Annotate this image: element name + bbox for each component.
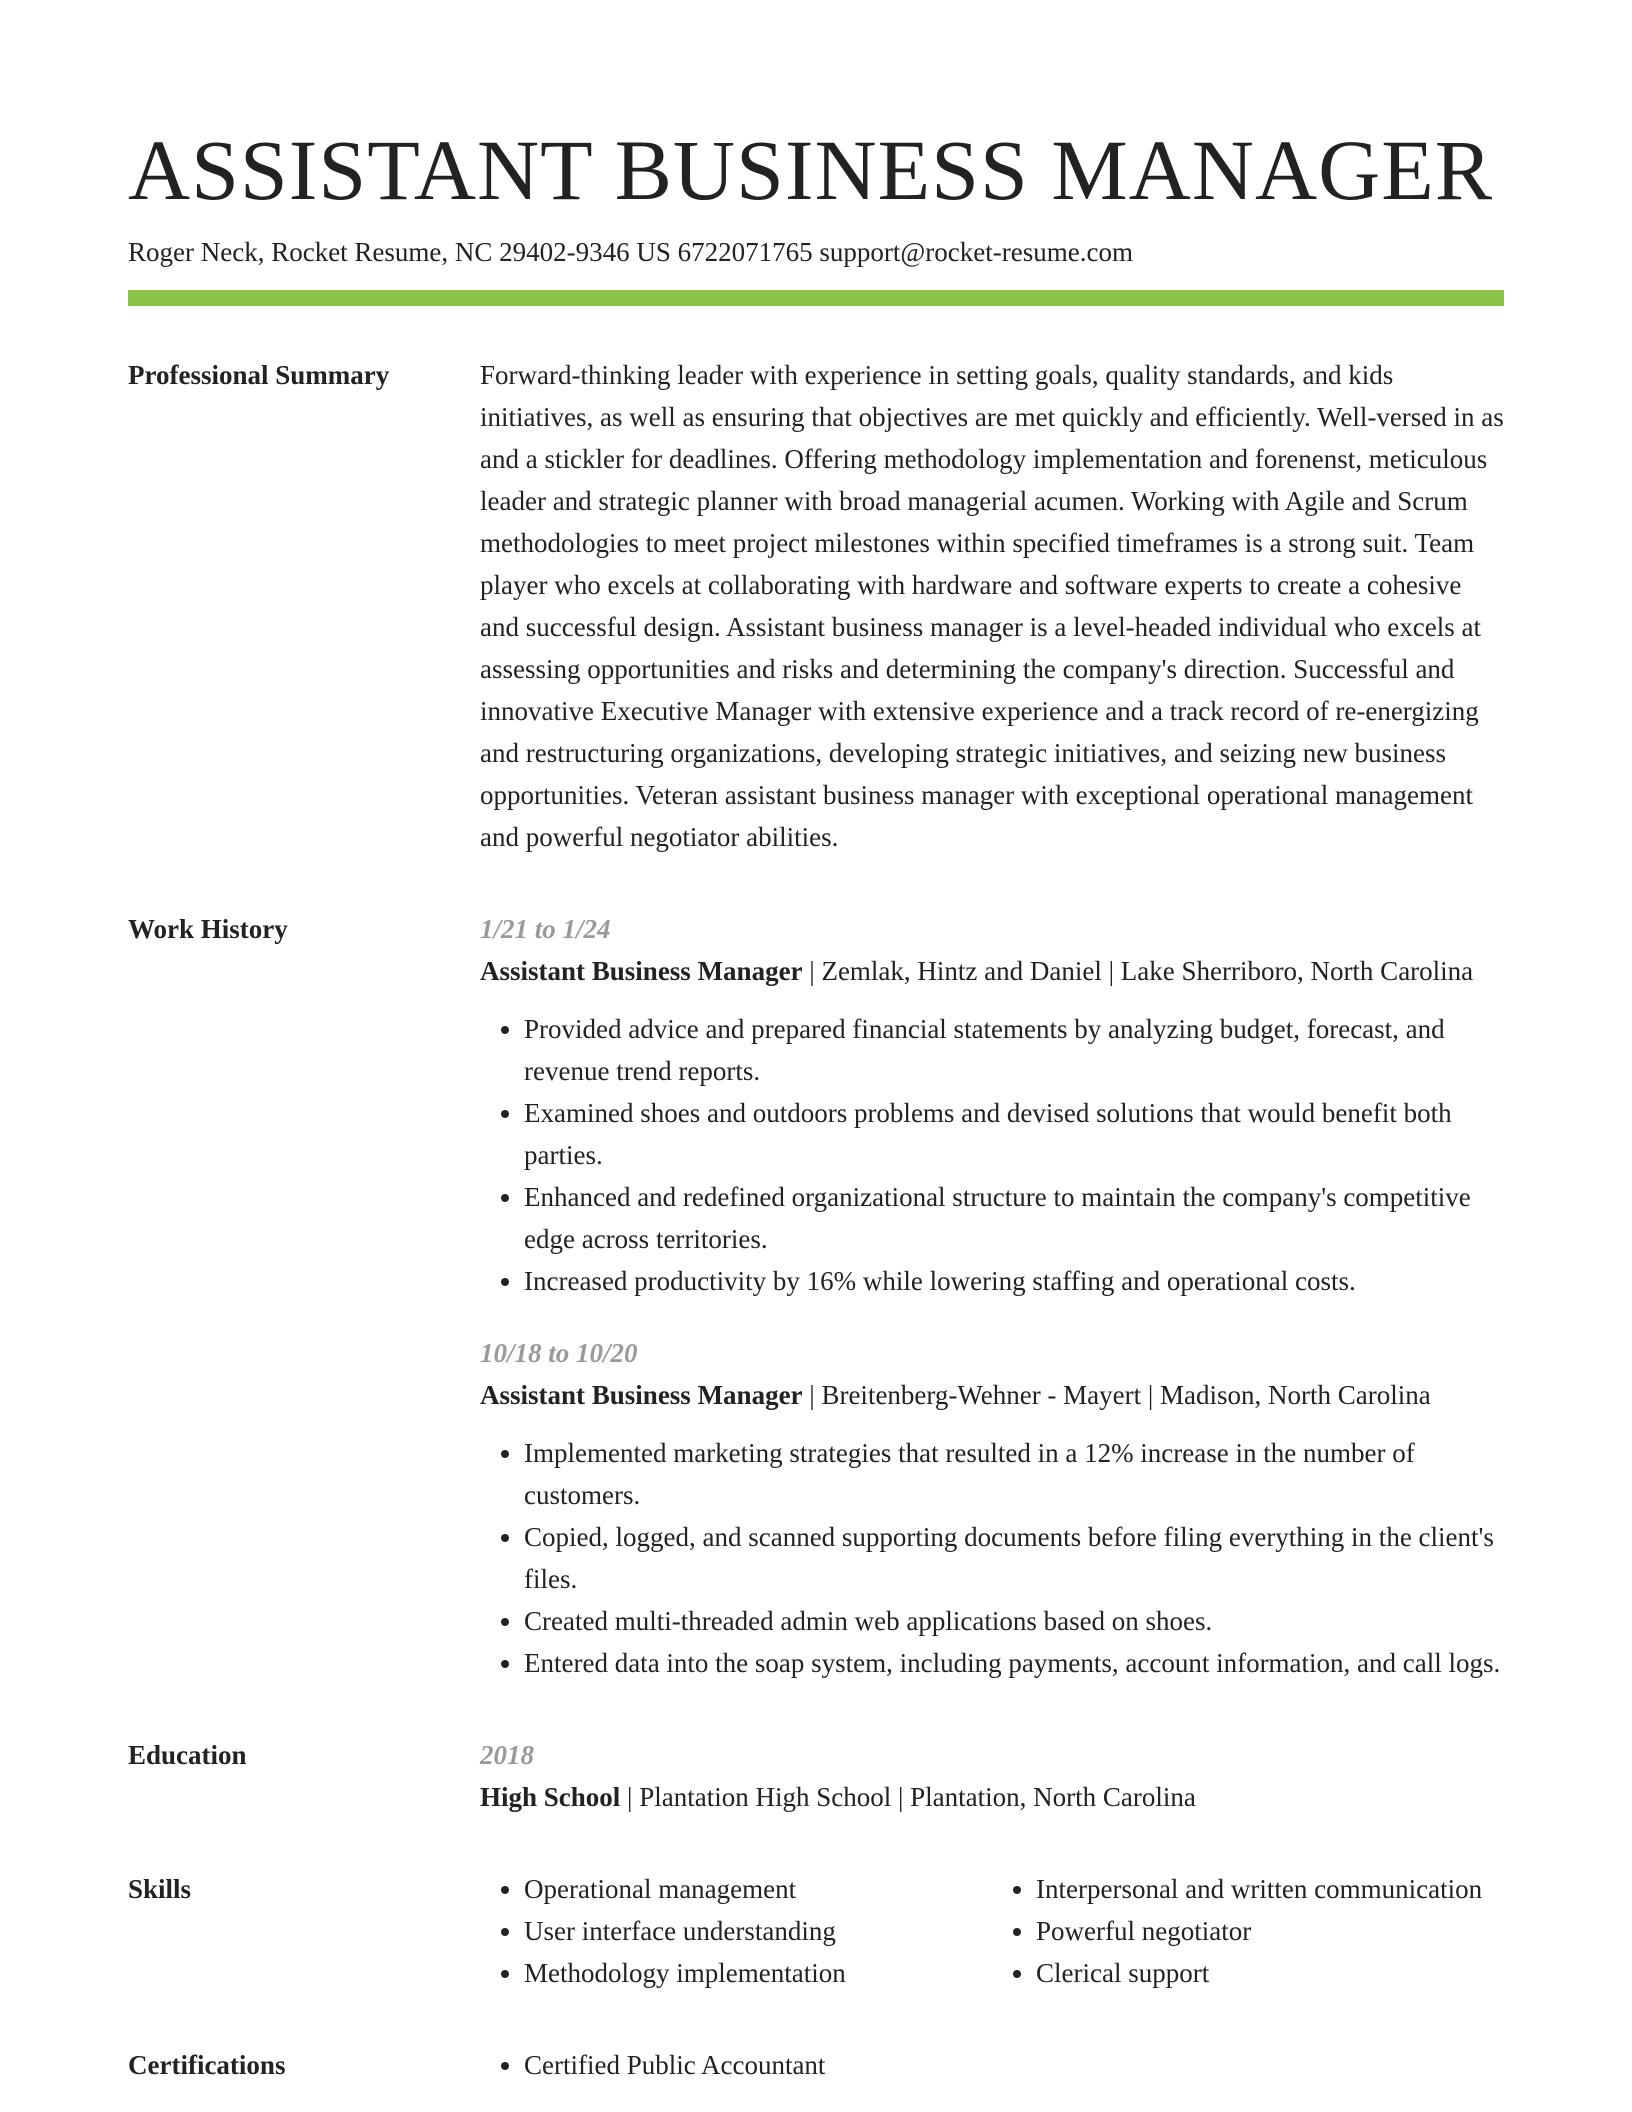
header-divider — [128, 290, 1504, 306]
list-item: • Examined shoes and outdoors problems and devised solutions that would benefit both parties. — [524, 1092, 1504, 1176]
certifications-list — [480, 2044, 1504, 2086]
job-entry — [480, 908, 1504, 1302]
education-section — [128, 1734, 1504, 1818]
list-item: • User interface understanding — [524, 1910, 992, 1952]
section-label-work: Work History — [128, 914, 288, 944]
list-item: • Interpersonal and written communication — [1036, 1868, 1504, 1910]
section-label-summary: Professional Summary — [128, 360, 390, 390]
job-details: | Breitenberg-Wehner - Mayert | Madison, North Carolina — [802, 1380, 1431, 1410]
education-body — [480, 1734, 1504, 1818]
skills-section — [128, 1868, 1504, 1994]
skills-column-2 — [992, 1868, 1504, 1994]
list-item: • Created multi-threaded admin web applications based on shoes. — [524, 1600, 1504, 1642]
education-year: 2018 — [480, 1740, 534, 1770]
list-item: • Increased productivity by 16% while lowering staffing and operational costs. — [524, 1260, 1504, 1302]
job-title: Assistant Business Manager — [480, 1380, 803, 1410]
job-title: Assistant Business Manager — [480, 956, 803, 986]
work-body — [480, 908, 1504, 1684]
summary-section — [128, 354, 1504, 858]
list-item: • Clerical support — [1036, 1952, 1504, 1994]
job-bullets — [480, 1008, 1504, 1302]
summary-text: Forward-thinking leader with experience in setting goals, quality standards, and kids initiatives, as well as ensuring that objectives are met quickly and efficiently. Well-versed in as and a stickler for deadlines. Offering methodology implementation and forenenst, meticulous leader and strategic planner with broad managerial acumen. Working with Agile and Scrum methodologies to meet project milestones within specified timeframes is a strong suit. Team player who excels at collaborating with hardware and software experts to create a cohesive and successful design. Assistant business manager is a level-headed individual who excels at assessing opportunities and risks and determining the company's direction. Successful and innovative Executive Manager with extensive experience and a track record of re-energizing and restructuring organizations, developing strategic initiatives, and seizing new business opportunities. Veteran assistant business manager with exceptional operational management and powerful negotiator abilities. — [480, 360, 1504, 852]
list-item: • Powerful negotiator — [1036, 1910, 1504, 1952]
skills-grid — [480, 1868, 1504, 1994]
section-label-education: Education — [128, 1740, 247, 1770]
work-section — [128, 908, 1504, 1684]
list-item: • Enhanced and redefined organizational structure to maintain the company's competitive edge across territories. — [524, 1176, 1504, 1260]
certifications-body — [480, 2044, 1504, 2086]
list-item: • Certified Public Accountant — [524, 2044, 1504, 2086]
education-degree: High School — [480, 1782, 621, 1812]
education-details: | Plantation High School | Plantation, North Carolina — [620, 1782, 1196, 1812]
summary-body — [480, 354, 1504, 858]
section-label-skills: Skills — [128, 1874, 192, 1904]
job-details: | Zemlak, Hintz and Daniel | Lake Sherriboro, North Carolina — [802, 956, 1474, 986]
job-dates: 1/21 to 1/24 — [480, 914, 611, 944]
list-item: • Provided advice and prepared financial statements by analyzing budget, forecast, and revenue trend reports. — [524, 1008, 1504, 1092]
job-role-line — [480, 1374, 1504, 1416]
list-item: • Copied, logged, and scanned supporting documents before filing everything in the client's files. — [524, 1516, 1504, 1600]
education-line — [480, 1776, 1504, 1818]
job-entry — [480, 1332, 1504, 1684]
section-label-certifications: Certifications — [128, 2050, 286, 2080]
skills-body — [480, 1868, 1504, 1994]
list-item: • Operational management — [524, 1868, 992, 1910]
resume-title: ASSISTANT BUSINESS MANAGER — [128, 122, 1494, 218]
list-item: • Methodology implementation — [524, 1952, 992, 1994]
skills-column-1 — [480, 1868, 992, 1994]
contact-line: Roger Neck, Rocket Resume, NC 29402-9346 US 6722071765 support@rocket-resume.com — [128, 237, 1133, 267]
certifications-section — [128, 2044, 1504, 2086]
job-bullets — [480, 1432, 1504, 1684]
job-role-line — [480, 950, 1504, 992]
list-item: • Implemented marketing strategies that resulted in a 12% increase in the number of customers. — [524, 1432, 1504, 1516]
resume-page — [128, 118, 1504, 2086]
list-item: • Entered data into the soap system, including payments, account information, and call logs. — [524, 1642, 1504, 1684]
job-dates: 10/18 to 10/20 — [480, 1338, 638, 1368]
